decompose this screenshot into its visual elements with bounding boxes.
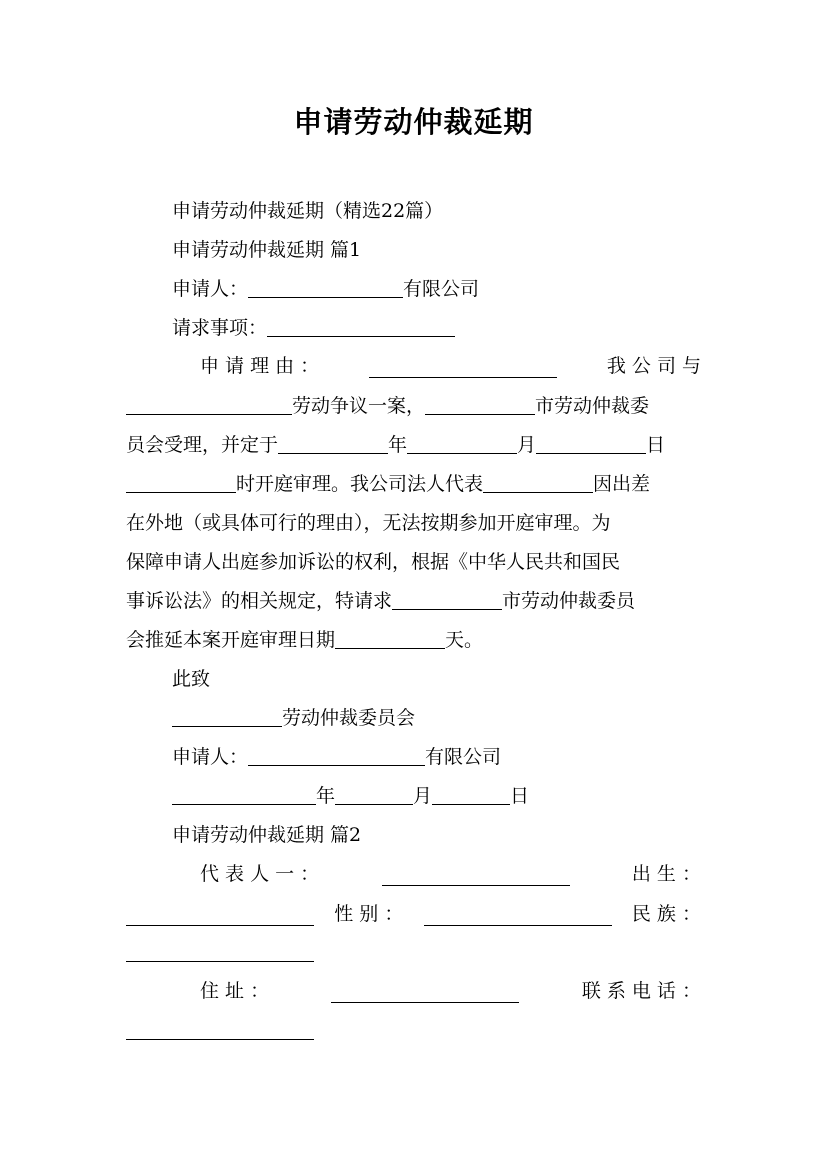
text: 会推延本案开庭审理日期 (126, 629, 336, 651)
blank (392, 608, 502, 610)
blank (335, 803, 413, 805)
date-line (172, 782, 529, 810)
part2-heading: 申请劳动仲裁延期 篇2 (172, 824, 362, 846)
address-line (172, 977, 701, 1005)
text: 民 族 ： (631, 903, 701, 925)
request-blank (267, 335, 455, 337)
page-title: 申请劳动仲裁延期 (293, 105, 534, 139)
blank (432, 803, 510, 805)
text: 月 (413, 785, 433, 807)
text: 事诉讼法》的相关规定，特请求 (126, 590, 393, 612)
text: 联 系 电 话 ： (581, 980, 701, 1002)
paragraph-line-5: 保障申请人出庭参加诉讼的权利，根据《中华人民共和国民 (126, 551, 621, 573)
blank (172, 803, 316, 805)
text: 有限公司 (425, 746, 502, 768)
blank (126, 924, 314, 926)
request-line (172, 314, 455, 342)
blank (407, 452, 517, 454)
paragraph-line-7 (126, 626, 483, 654)
text: 年 (316, 785, 336, 807)
paragraph-line-3 (126, 470, 650, 498)
phone-blank-line (126, 1017, 314, 1045)
reason-tail: 我 公 司 与 (606, 355, 701, 377)
sign-applicant-line (172, 743, 501, 771)
text: 出 生 ： (631, 863, 701, 885)
applicant-line (172, 275, 479, 303)
text: 劳动仲裁委员会 (282, 707, 416, 729)
applicant-suffix: 有限公司 (403, 278, 480, 300)
blank (126, 491, 236, 493)
text: 月 (517, 434, 537, 456)
blank (536, 452, 646, 454)
blank (382, 884, 570, 886)
text: 天。 (445, 629, 484, 651)
text: 员会受理，并定于 (126, 434, 279, 456)
reason-blank (369, 376, 557, 378)
text: 日 (646, 434, 666, 456)
closing: 此致 (172, 668, 211, 690)
text: 市劳动仲裁委 (535, 395, 650, 417)
blank (331, 1001, 519, 1003)
blank (425, 413, 535, 415)
text: 劳动争议一案， (292, 395, 426, 417)
paragraph-line-2 (126, 431, 665, 459)
gender-line (126, 900, 701, 928)
blank (424, 924, 612, 926)
paragraph-line-1 (126, 392, 649, 420)
applicant-label: 申请人： (172, 278, 249, 300)
text: 时开庭审理。我公司法人代表 (236, 473, 484, 495)
reason-line (172, 352, 701, 380)
blank (126, 413, 292, 415)
text: 性 别 ： (334, 903, 404, 925)
text: 日 (510, 785, 530, 807)
text: 年 (388, 434, 408, 456)
reason-label: 申 请 理 由 ： (200, 355, 320, 377)
part1-heading: 申请劳动仲裁延期 篇1 (172, 239, 362, 261)
paragraph-line-6 (126, 587, 635, 615)
blank (126, 960, 314, 962)
applicant-blank (248, 296, 403, 298)
text: 市劳动仲裁委员 (502, 590, 636, 612)
blank (335, 647, 445, 649)
text: 申请人： (172, 746, 249, 768)
blank (483, 491, 593, 493)
subtitle: 申请劳动仲裁延期（精选22篇） (172, 200, 444, 222)
text: 代 表 人 一 ： (200, 863, 320, 885)
ethnicity-blank-line (126, 939, 314, 967)
blank (248, 764, 425, 766)
representative-line (172, 860, 701, 888)
blank (278, 452, 388, 454)
blank (126, 1038, 314, 1040)
request-label: 请求事项： (172, 317, 268, 339)
text: 住 址 ： (200, 980, 270, 1002)
text: 因出差 (593, 473, 651, 495)
blank (172, 725, 282, 727)
paragraph-line-4: 在外地（或具体可行的理由），无法按期参加开庭审理。为 (126, 512, 611, 534)
committee-line (172, 704, 415, 732)
